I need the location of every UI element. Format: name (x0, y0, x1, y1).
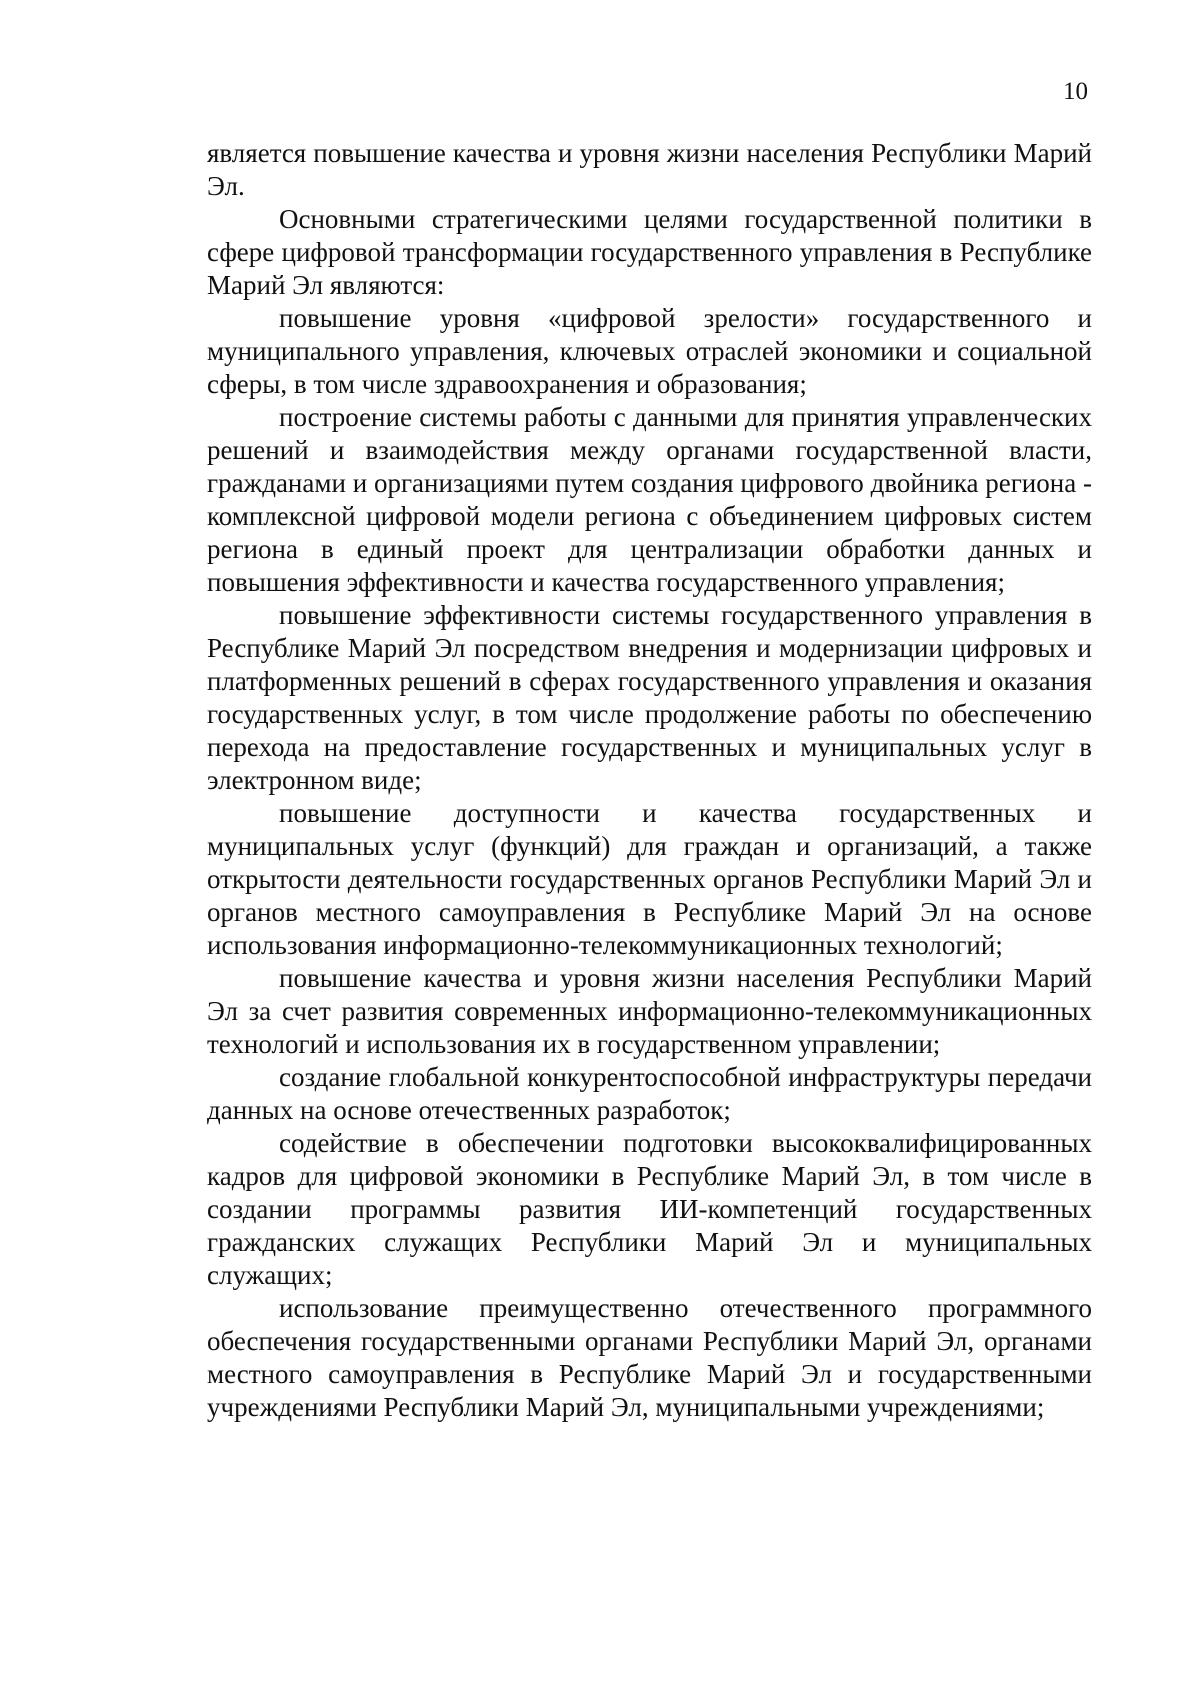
paragraph: Основными стратегическими целями государственной политики в сфере цифровой трансформации государственного управления в Республике Марий Эл являются: (207, 204, 1092, 300)
document-body (207, 137, 1092, 1424)
paragraph: создание глобальной конкурентоспособной инфраструктуры передачи данных на основе отечественных разработок; (207, 1062, 1092, 1125)
paragraph: повышение уровня «цифровой зрелости» государственного и муниципального управления, ключевых отраслей экономики и социальной сферы, в том числе здравоохранения и образования; (207, 303, 1092, 399)
paragraph: является повышение качества и уровня жизни населения Республики Марий Эл. (207, 138, 1092, 201)
paragraph: построение системы работы с данными для принятия управленческих решений и взаимодействия между органами государственной власти, гражданами и организациями путем создания цифрового двойника региона - комплексной цифровой модели региона с объединением цифровых систем региона в единый проект для централизации обработки данных и повышения эффективности и качества государственного управления; (207, 402, 1092, 597)
paragraph: содействие в обеспечении подготовки высококвалифицированных кадров для цифровой экономики в Республике Марий Эл, в том числе в создании программы развития ИИ-компетенций государственных гражданских служащих Республики Марий Эл и муниципальных служащих; (207, 1128, 1092, 1290)
paragraph: повышение качества и уровня жизни населения Республики Марий Эл за счет развития современных информационно-телекоммуникационных технологий и использования их в государственном управлении; (207, 963, 1092, 1059)
page-number: 10 (1063, 78, 1088, 105)
paragraph: повышение эффективности системы государственного управления в Республике Марий Эл посредством внедрения и модернизации цифровых и платформенных решений в сферах государственного управления и оказания государственных услуг, в том числе продолжение работы по обеспечению перехода на предоставление государственных и муниципальных услуг в электронном виде; (207, 600, 1092, 795)
paragraph: использование преимущественно отечественного программного обеспечения государственными органами Республики Марий Эл, органами местного самоуправления в Республике Марий Эл и государственными учреждениями Республики Марий Эл, муниципальными учреждениями; (207, 1293, 1092, 1422)
paragraph: повышение доступности и качества государственных и муниципальных услуг (функций) для граждан и организаций, а также открытости деятельности государственных органов Республики Марий Эл и органов местного самоуправления в Республике Марий Эл на основе использования информационно-телекоммуникационных технологий; (207, 798, 1092, 960)
